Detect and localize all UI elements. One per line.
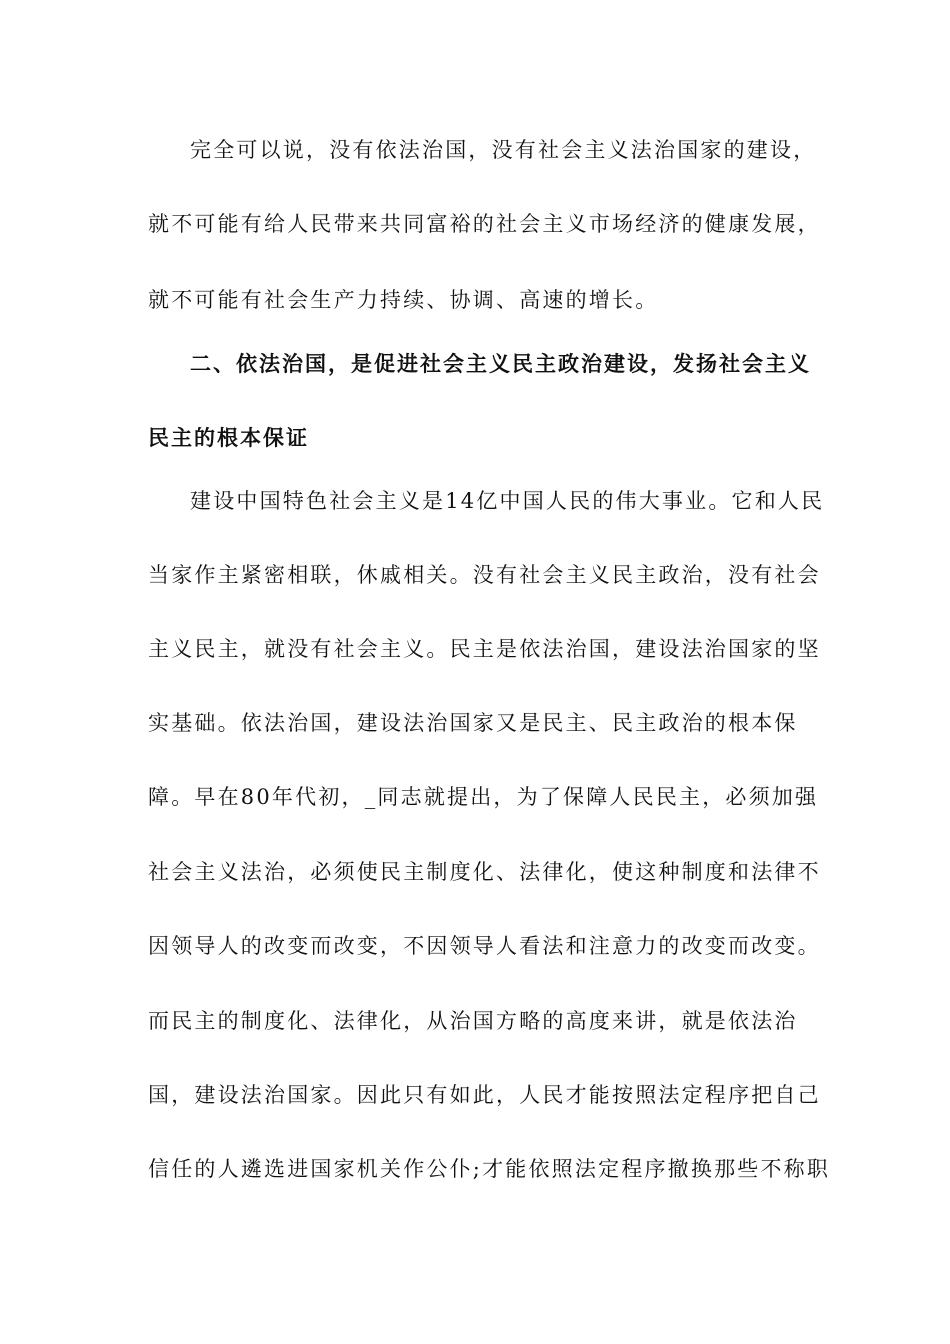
paragraph-line: 建设中国特色社会主义是14亿中国人民的伟大事业。它和人民 <box>190 489 825 513</box>
paragraph-line: 就不可能有社会生产力持续、协调、高速的增长。 <box>148 288 659 312</box>
paragraph-line: 障。早在80年代初，_同志就提出，为了保障人民民主，必须加强 <box>148 785 819 809</box>
paragraph-line: 完全可以说，没有依法治国，没有社会主义法治国家的建设， <box>190 138 817 162</box>
paragraph-line: 国，建设法治国家。因此只有如此，人民才能按照法定程序把自己 <box>148 1083 821 1107</box>
section-heading-line: 民主的根本保证 <box>148 425 309 450</box>
paragraph-line: 信任的人遴选进国家机关作公仆;才能依照法定程序撤换那些不称职 <box>148 1157 831 1181</box>
paragraph-line: 因领导人的改变而改变，不因领导人看法和注意力的改变而改变。 <box>148 934 821 958</box>
paragraph-line: 社会主义法治，必须使民主制度化、法律化，使这种制度和法律不 <box>148 860 821 884</box>
section-heading-line: 二、依法治国，是促进社会主义民主政治建设，发扬社会主义 <box>190 351 811 376</box>
paragraph-line: 而民主的制度化、法律化，从治国方略的高度来讲，就是依法治 <box>148 1009 798 1033</box>
paragraph-line: 主义民主，就没有社会主义。民主是依法治国，建设法治国家的坚 <box>148 637 821 661</box>
paragraph-line: 当家作主紧密相联，休戚相关。没有社会主义民主政治，没有社会 <box>148 563 821 587</box>
paragraph-line: 就不可能有给人民带来共同富裕的社会主义市场经济的健康发展， <box>148 212 821 236</box>
paragraph-line: 实基础。依法治国，建设法治国家又是民主、民主政治的根本保 <box>148 711 798 735</box>
